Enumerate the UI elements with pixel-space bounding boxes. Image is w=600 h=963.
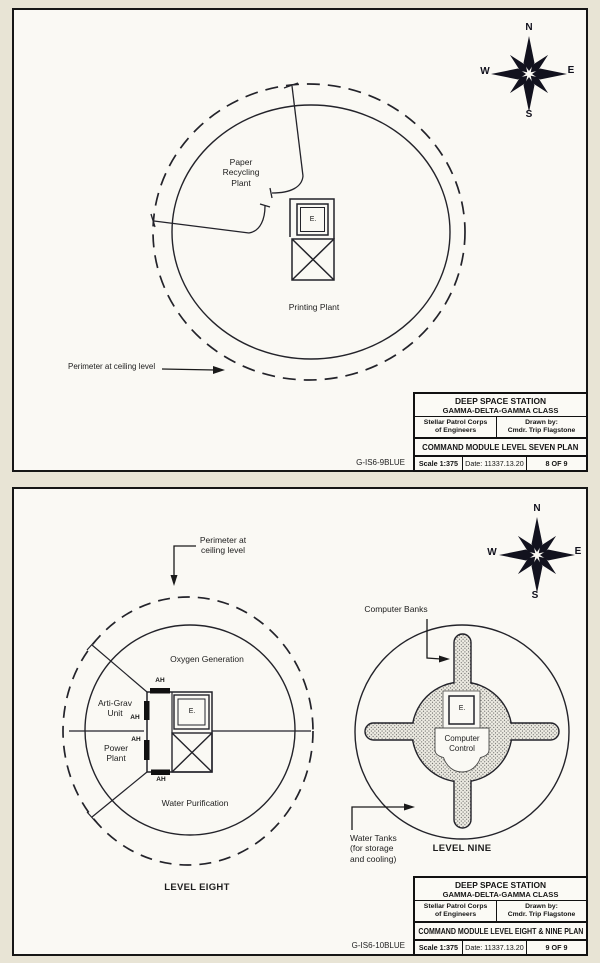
compass-west-label: W xyxy=(487,547,497,558)
title-block-header xyxy=(415,394,586,417)
scale-cell: Scale 1:375 xyxy=(415,941,463,954)
station-class: GAMMA-DELTA-GAMMA CLASS xyxy=(442,405,559,415)
sheet-number-cell: 9 OF 9 xyxy=(545,943,568,952)
l9-water-tanks-leader xyxy=(352,804,415,831)
water-tanks-label: Water Tanks (for storage and cooling) xyxy=(350,833,397,864)
drawn-by-cell: Drawn by: Cmdr. Trip Flagstone xyxy=(507,418,576,434)
l8-elevator-label: E. xyxy=(188,708,196,715)
compass-south-label: S xyxy=(525,109,533,120)
drawing-id: G-IS6-10BLUE xyxy=(351,941,405,950)
compass-west-label: W xyxy=(480,66,490,77)
title-block xyxy=(413,876,588,956)
printing-plant-label: Printing Plant xyxy=(288,302,340,312)
computer-banks-label: Computer Banks xyxy=(364,604,428,614)
compass-north-label: N xyxy=(533,503,541,514)
l8-core-structure xyxy=(147,692,212,772)
drawn-by-cell: Drawn by: Cmdr. Trip Flagstone xyxy=(507,902,576,918)
perimeter-ceiling-label: Perimeter at ceiling level xyxy=(68,362,156,371)
airlock-hatch-label-left-upper: AH xyxy=(130,714,140,721)
corps-cell: Stellar Patrol Corps of Engineers xyxy=(415,417,497,437)
level-eight-caption: LEVEL EIGHT xyxy=(164,882,230,893)
paper-recycling-plant-label: Paper Recycling Plant xyxy=(222,157,260,188)
compass-south-label: S xyxy=(531,590,539,601)
l8-perimeter-leader xyxy=(171,546,197,586)
sheet-number-cell: 8 OF 9 xyxy=(545,459,568,468)
title-block-header xyxy=(415,878,586,901)
airlock-hatch-label-top: AH xyxy=(155,677,165,684)
computer-control-label: Computer Control xyxy=(444,734,480,753)
perimeter-arrow xyxy=(162,366,225,374)
date-cell: Date: 11337.13.20 xyxy=(463,941,527,954)
station-name: DEEP SPACE STATION xyxy=(454,395,547,406)
date-cell: Date: 11337.13.20 xyxy=(463,457,527,470)
water-purification-label: Water Purification xyxy=(161,798,229,808)
sheet-title: COMMAND MODULE LEVEL EIGHT & NINE PLAN xyxy=(415,923,586,941)
l9-elevator-label: E. xyxy=(458,705,466,712)
compass-rose-icon xyxy=(491,36,567,112)
level-nine-caption: LEVEL NINE xyxy=(432,843,492,854)
panel-level-eight-nine xyxy=(12,487,588,956)
compass-east-label: E xyxy=(567,65,575,76)
shaft-x-box xyxy=(292,239,334,280)
compass-north-label: N xyxy=(525,22,533,33)
airlock-hatch-label-left-lower: AH xyxy=(131,736,141,743)
perimeter-ceiling-label: Perimeter at ceiling level xyxy=(199,535,247,556)
arti-grav-unit-label: Arti-Grav Unit xyxy=(98,698,132,719)
drawing-id: G-IS6-9BLUE xyxy=(356,458,405,467)
oxygen-generation-label: Oxygen Generation xyxy=(170,654,244,664)
compass-rose-icon xyxy=(499,517,575,593)
scale-cell: Scale 1:375 xyxy=(415,457,463,470)
sheet-title: COMMAND MODULE LEVEL SEVEN PLAN xyxy=(415,439,586,457)
compass-east-label: E xyxy=(574,546,582,557)
station-class: GAMMA-DELTA-GAMMA CLASS xyxy=(442,889,559,899)
airlock-hatch-label-bottom: AH xyxy=(156,776,166,783)
panel-level-seven xyxy=(12,8,588,472)
title-block xyxy=(413,392,588,472)
elevator-label: E. xyxy=(309,216,317,223)
power-plant-label: Power Plant xyxy=(103,743,129,764)
station-name: DEEP SPACE STATION xyxy=(454,879,547,890)
corps-cell: Stellar Patrol Corps of Engineers xyxy=(415,901,497,921)
